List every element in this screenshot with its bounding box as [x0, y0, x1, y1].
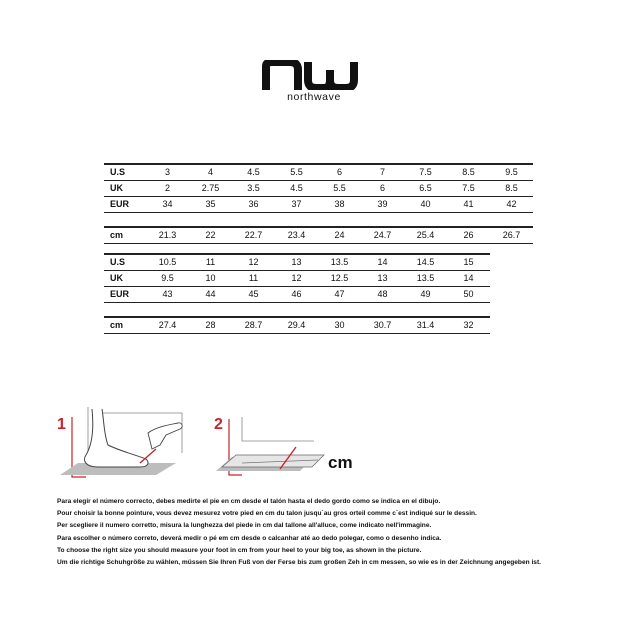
row-label: EUR: [104, 287, 146, 303]
size-cell: 50: [447, 287, 490, 303]
row-label: cm: [104, 317, 146, 334]
size-cell: 2: [146, 181, 189, 197]
size-cell: 14: [447, 271, 490, 287]
nw-logo-mark: [262, 60, 366, 90]
size-cell: 9.5: [490, 164, 533, 181]
size-cell: 34: [146, 197, 189, 213]
size-cell: 12.5: [318, 271, 361, 287]
table-row-cm: [104, 317, 490, 334]
size-cell: 12: [275, 271, 318, 287]
size-cell: 42: [490, 197, 533, 213]
size-cell: 48: [361, 287, 404, 303]
size-cell: 23.4: [275, 227, 318, 244]
instruction-it: Per scegliere il numero corretto, misura la lunghezza del piede in cm dal tallone all'alluce, come indicato nell'immagine.: [57, 522, 432, 530]
size-cell: 14: [361, 254, 404, 271]
size-cell: 3: [146, 164, 189, 181]
table-row-eur: [104, 287, 490, 303]
size-cell: 7: [361, 164, 404, 181]
row-label: cm: [104, 227, 146, 244]
size-cell: 24: [318, 227, 361, 244]
size-cell: 46: [275, 287, 318, 303]
size-cell: 29.4: [275, 317, 318, 334]
table-row-cm: [104, 227, 533, 244]
step-1-number: 1: [57, 416, 66, 433]
size-cell: 6.5: [404, 181, 447, 197]
size-cell: 15: [447, 254, 490, 271]
size-cell: 35: [189, 197, 232, 213]
brand-name: northwave: [287, 91, 341, 103]
size-cell: 10: [189, 271, 232, 287]
size-cell: 32: [447, 317, 490, 334]
size-cell: 11: [232, 271, 275, 287]
size-cell: 30.7: [361, 317, 404, 334]
table-row-us: [104, 254, 490, 271]
hand-icon: [148, 423, 182, 449]
size-cell: 5.5: [318, 181, 361, 197]
step-2-number: 2: [214, 416, 223, 433]
foot-icon: [85, 409, 149, 467]
step-1-panel: [57, 407, 182, 477]
size-cell: 21.3: [146, 227, 189, 244]
size-cell: 26: [447, 227, 490, 244]
brand-logo: [262, 60, 372, 108]
size-cell: 43: [146, 287, 189, 303]
size-cell: 27.4: [146, 317, 189, 334]
size-cell: 25.4: [404, 227, 447, 244]
table-row-us: [104, 164, 533, 181]
size-cell: 22: [189, 227, 232, 244]
instruction-en: To choose the right size you should measure your foot in cm from your heel to your big toe, as shown in the picture.: [57, 546, 422, 554]
size-cell: 45: [232, 287, 275, 303]
size-cell: 4.5: [232, 164, 275, 181]
size-cell: 39: [361, 197, 404, 213]
size-cell: 28.7: [232, 317, 275, 334]
size-cell: 30: [318, 317, 361, 334]
size-cell: 36: [232, 197, 275, 213]
size-cell: 4: [189, 164, 232, 181]
size-cell: 13: [275, 254, 318, 271]
size-cell: 10.5: [146, 254, 189, 271]
size-cell: 8.5: [490, 181, 533, 197]
size-cell: 5.5: [275, 164, 318, 181]
size-cell: 38: [318, 197, 361, 213]
size-cell: 13.5: [404, 271, 447, 287]
size-cell: 3.5: [232, 181, 275, 197]
table-row-eur: [104, 197, 533, 213]
size-cell: 2.75: [189, 181, 232, 197]
unit-label: cm: [328, 453, 353, 472]
size-cell: 22.7: [232, 227, 275, 244]
size-cell: 14.5: [404, 254, 447, 271]
size-cell: 11: [189, 254, 232, 271]
table-row-uk: [104, 271, 490, 287]
size-cell: 7.5: [447, 181, 490, 197]
instruction-fr: Pour choisir la bonne pointure, vous devez mesurez votre pied en cm du talon jusqu´au gros orteil comme c´est indiqué sur le dessin.: [57, 510, 477, 518]
table-row-uk: [104, 181, 533, 197]
size-cell: 26.7: [490, 227, 533, 244]
row-label: U.S: [104, 164, 146, 181]
size-table-1: [104, 163, 533, 244]
measurement-illustration: [56, 405, 376, 485]
row-label: UK: [104, 271, 146, 287]
instruction-pt: Para escolher o número correto, deverá medir o pé em cm desde o calcanhar até ao dedo polegar, como o desenho indica.: [57, 534, 442, 542]
size-cell: 31.4: [404, 317, 447, 334]
instruction-es: Para elegir el número correcto, debes medirte el pie en cm desde el talón hasta el dedo gordo como se indica en el dibujo.: [57, 498, 441, 505]
size-cell: 44: [189, 287, 232, 303]
step-2-panel: [214, 416, 353, 475]
size-cell: 37: [275, 197, 318, 213]
size-table-2: [104, 253, 490, 334]
size-cell: 4.5: [275, 181, 318, 197]
size-cell: 24.7: [361, 227, 404, 244]
size-cell: 41: [447, 197, 490, 213]
size-cell: 6: [318, 164, 361, 181]
row-label: U.S: [104, 254, 146, 271]
wall-lines: [242, 417, 314, 441]
size-cell: 7.5: [404, 164, 447, 181]
size-cell: 28: [189, 317, 232, 334]
size-cell: 12: [232, 254, 275, 271]
row-label: EUR: [104, 197, 146, 213]
size-cell: 47: [318, 287, 361, 303]
size-cell: 6: [361, 181, 404, 197]
size-cell: 40: [404, 197, 447, 213]
size-cell: 13: [361, 271, 404, 287]
row-label: UK: [104, 181, 146, 197]
size-cell: 8.5: [447, 164, 490, 181]
instruction-de: Um die richtige Schuhgröße zu wählen, müssen Sie Ihren Fuß von der Ferse bis zum großen Zeh in cm messen, so wie es in der Zeichnung angegeben ist.: [57, 558, 542, 566]
instructions: [57, 496, 602, 569]
size-cell: 13.5: [318, 254, 361, 271]
size-cell: 49: [404, 287, 447, 303]
ruler-icon: [222, 455, 324, 467]
size-cell: 9.5: [146, 271, 189, 287]
